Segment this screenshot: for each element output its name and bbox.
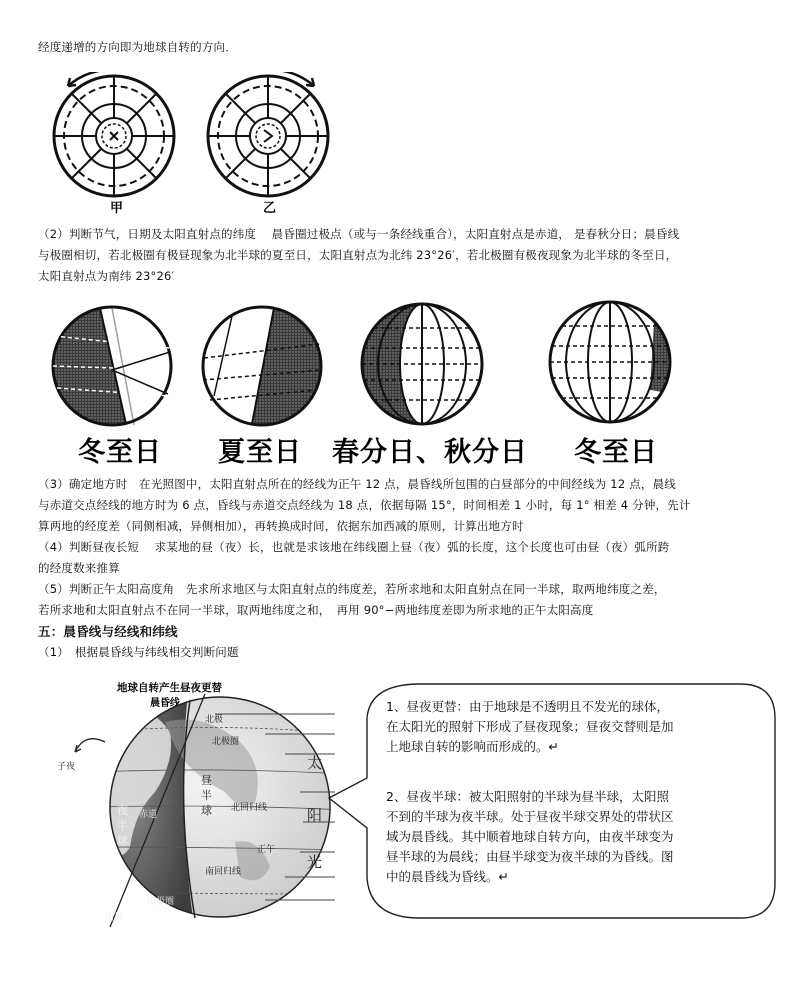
globe-subtitle: 晨昏线	[150, 698, 180, 709]
label-south-pole: 南极	[105, 913, 124, 923]
label-equator: 赤道	[139, 810, 158, 820]
section5-line2: 若所求地和太阳直射点不在同一半球，取两地纬度之和， 再用 90°−两地纬度差即为所求地的正午太阳高度	[38, 603, 594, 617]
sun-char-3: 光	[307, 853, 323, 871]
season-label-1: 冬至日	[78, 437, 162, 468]
sun-char-2: 阳	[307, 806, 323, 824]
section4-line1: （4）判断昼夜长短 求某地的昼（夜）长，也就是求该地在纬线圈上昼（夜）弧的长度，这个长度也可由昼（夜）弧所跨	[38, 540, 670, 554]
season-illumination-diagrams	[50, 298, 690, 473]
polar-diagram-jia	[54, 72, 174, 196]
label-tropic-capricorn: 南回归线	[205, 867, 242, 877]
label-midnight: 子夜	[57, 762, 76, 772]
section2-line2: 与极圈相切，若北极圈有极昼现象为北半球的夏至日，太阳直射点为北纬 23°26′，若北极圈有极夜现象为北半球的冬至日，	[38, 248, 678, 262]
section3-line2: 与赤道交点经线的地方时为 6 点，昏线与赤道交点经线为 18 点，依据每隔 15°，时间相差 1 小时，每 1° 相差 4 分钟，先计	[38, 498, 691, 512]
callout-paragraph-1: 1、昼夜更替：由于地球是不透明且不发光的球体，在太阳光的照射下形成了昼夜现象；昼夜交替则是加上地球自转的影响而形成的。↵	[386, 699, 674, 754]
label-day-hemisphere-char: 昼	[201, 774, 212, 787]
globe-title: 地球自转产生昼夜更替	[117, 682, 222, 694]
label-tropic-cancer: 北回归线	[231, 803, 268, 813]
section-five-title: 五：晨昏线与经线和纬线	[38, 624, 178, 639]
season-label-3: 春分日、秋分日	[332, 437, 528, 468]
section5-line1: （5）判断正午太阳高度角 先求所求地区与太阳直射点的纬度差，若所求地和太阳直射点在同一半球，取两地纬度之差，	[38, 582, 666, 596]
section2-line1: （2）判断节气，日期及太阳直射点的纬度 晨昏圈过极点（或与一条经线重合），太阳直射点是赤道， 是春秋分日；晨昏线	[38, 227, 680, 241]
season-label-4: 冬至日	[574, 437, 658, 468]
label-arctic-circle: 北极圈	[212, 737, 240, 747]
intro-line: 经度递增的方向即为地球自转的方向．	[38, 40, 237, 54]
polar-diagram-yi	[208, 72, 328, 196]
callout-paragraph-2: 2、昼夜半球：被太阳照射的半球为昼半球，太阳照不到的半球为夜半球。处于昼夜半球交界处的带状区域为晨昏线。其中顺着地球自转方向，由夜半球变为昼半球的为晨线；由昼半球变为夜半球的为昏线。图中的晨昏线为昏线。↵	[386, 789, 674, 884]
polar-rotation-diagrams	[40, 72, 350, 220]
day-night-globe-illustration	[55, 672, 345, 930]
globe-winter-solstice-1	[53, 307, 171, 425]
section3-line3: 算两地的经度差（同侧相减，异侧相加），再转换成时间，依据东加西减的原则，计算出地方时	[38, 519, 524, 533]
polar-label-jia: 甲	[110, 201, 124, 216]
sun-char-1: 太	[307, 754, 323, 772]
label-noon: 正午	[257, 845, 276, 855]
label-north-pole: 北极	[205, 715, 224, 725]
label-day-hemisphere: 昼 半 球	[201, 774, 212, 817]
globe-summer-solstice	[203, 307, 322, 425]
section3-line1: （3）确定地方时 在光照图中，太阳直射点所在的经线为正午 12 点，晨昏线所包围的白昼部分的中间经线为 12 点，晨线	[38, 477, 676, 491]
subsection-1: （1） 根据晨昏线与纬线相交判断问题	[38, 645, 239, 659]
globe-winter-solstice-2	[550, 302, 670, 422]
section4-line2: 的经度数来推算	[38, 561, 120, 575]
polar-label-yi: 乙	[263, 201, 277, 216]
season-label-2: 夏至日	[218, 437, 302, 468]
section2-line3: 太阳直射点为南纬 23°26′	[38, 269, 175, 283]
globe-equinox	[362, 304, 482, 424]
label-antarctic-circle: 南极圈	[147, 897, 175, 907]
label-night-hemisphere: 夜 半 球	[117, 804, 128, 847]
